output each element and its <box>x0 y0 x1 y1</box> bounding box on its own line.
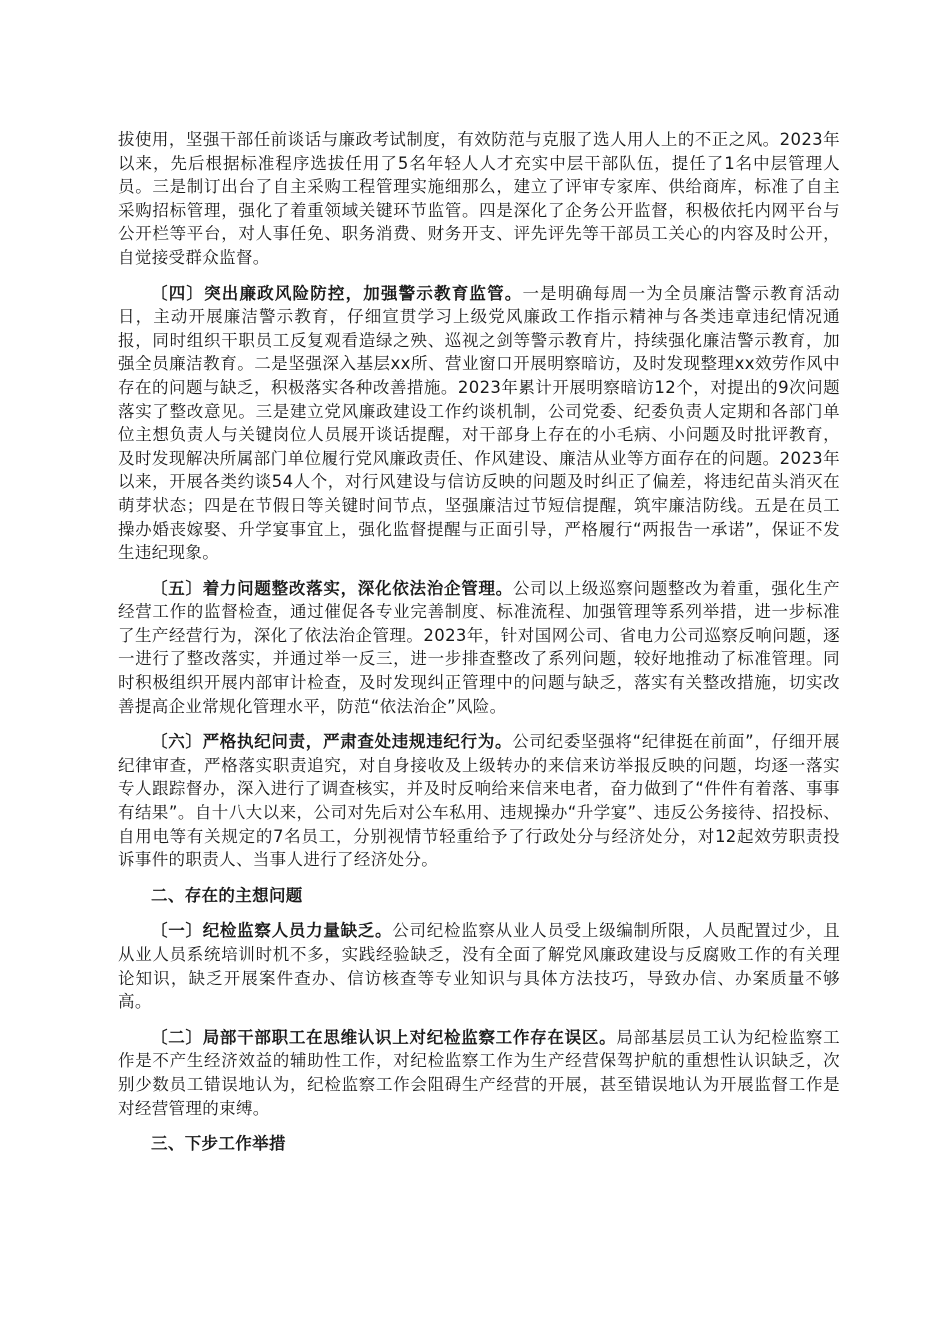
paragraph-body: 公司以上级巡察问题整改为着重，强化生产经营工作的监督检查，通过催促各专业完善制度、标准流程、加强管理等系列举措，进一步标准了生产经营行为，深化了依法治企管理。2023年，针对国网公司、省电力公司巡察反响问题，逐一进行了整改落实，并通过举一反三，进一步排查整改了系列问题，较好地推动了标准管理。同时积极组织开展内部审计检查，及时发现纠正管理中的问题与缺乏，落实有关整改措施，切实改善提高企业常规化管理水平，防范“依法治企”风险。 <box>118 578 840 716</box>
paragraph-lead: 〔六〕严格执纪问责，严肃查处违规违纪行为。 <box>151 732 513 752</box>
paragraph-lead: 〔四〕突出廉政风险防控，加强警示教育监管。 <box>151 283 523 303</box>
paragraph-body: 拔使用，坚强干部任前谈话与廉政考试制度，有效防范与克服了选人用人上的不正之风。2023年以来，先后根据标准程序选拔任用了5名年轻人人才充实中层干部队伍，提任了1名中层管理人员。三是制订出台了自主采购工程管理实施细那么，建立了评审专家库、供给商库，标准了自主采购招标管理，强化了着重领域关键环节监管。四是深化了企务公开监督，积极依托内网平台与公开栏等平台，对人事任免、职务消费、财务开支、评先评先等干部员工关心的内容及时公开，自觉接受群众监督。 <box>118 130 840 267</box>
paragraph-lead: 〔二〕局部干部职工在思维认识上对纪检监察工作存在误区。 <box>151 1027 617 1047</box>
paragraph-body: 公司纪委坚强将“纪律挺在前面”，仔细开展纪律审查，严格落实职责追究，对自身接收及上级转办的来信来访举报反映的问题，均逐一落实专人跟踪督办，深入进行了调查核实，并及时反响给来信来电者，奋力做到了“件件有着落、事事有结果”。自十八大以来，公司对先后对公车私用、违规操办“升学宴”、违反公务接待、招投标、自用电等有关规定的7名员工，分别视情节轻重给予了行政处分与经济处分，对12起效劳职责投诉事件的职责人、当事人进行了经济处分。 <box>118 732 840 870</box>
paragraph-lead: 〔五〕着力问题整改落实，深化依法治企管理。 <box>151 578 513 598</box>
document-page <box>118 128 840 1168</box>
paragraph-four <box>118 282 840 565</box>
paragraph-continuation <box>118 128 840 270</box>
section-heading-next-steps: 三、下步工作举措 <box>151 1134 286 1154</box>
paragraph-six <box>118 730 840 872</box>
problem-paragraph-two <box>118 1026 840 1120</box>
section-heading-problems: 二、存在的主想问题 <box>151 885 303 905</box>
paragraph-five <box>118 577 840 719</box>
paragraph-body: 局部基层员工认为纪检监察工作是不产生经济效益的辅助性工作，对纪检监察工作为生产经营保驾护航的重想性认识缺乏，次别少数员工错误地认为，纪检监察工作会阻碍生产经营的开展，甚至错误地认为开展监督工作是对经营管理的束缚。 <box>118 1027 840 1118</box>
paragraph-body: 公司纪检监察从业人员受上级编制所限，人员配置过少，且从业人员系统培训时机不多，实践经验缺乏，没有全面了解党风廉政建设与反腐败工作的有关理论知识，缺乏开展案件查办、信访核查等专业知识与具体方法技巧，导致办信、办案质量不够高。 <box>118 921 840 1012</box>
problem-paragraph-one <box>118 919 840 1013</box>
paragraph-lead: 〔一〕纪检监察人员力量缺乏。 <box>151 921 393 941</box>
paragraph-body: 一是明确每周一为全员廉洁警示教育活动日，主动开展廉洁警示教育，仔细宣贯学习上级党风廉政工作指示精神与各类违章违纪情况通报，同时组织干职员工反复观看造绿之殃、巡视之剑等警示教育片，持续强化廉洁警示教育，加强全员廉洁教育。二是坚强深入基层xx所、营业窗口开展明察暗访，及时发现整理xx效劳作风中存在的问题与缺乏，积极落实各种改善措施。2023年累计开展明察暗访12个，对提出的9次问题落实了整改意见。三是建立党风廉政建设工作约谈机制，公司党委、纪委负责人定期和各部门单位主想负责人与关键岗位人员展开谈话提醒，对干部身上存在的小毛病、小问题及时批评教育，及时发现解决所属部门单位履行党风廉政责任、作风建设、廉洁从业等方面存在的问题。2023年以来，开展各类约谈54人个，对行风建设与信访反映的问题及时纠正了偏差，将违纪苗头消灭在萌芽状态；四是在节假日等关键时间节点，坚强廉洁过节短信提醒，筑牢廉洁防线。五是在员工操办婚丧嫁娶、升学宴事宜上，强化监督提醒与正面引导，严格履行“两报告一承诺”，保证不发生违纪现象。 <box>118 283 840 563</box>
